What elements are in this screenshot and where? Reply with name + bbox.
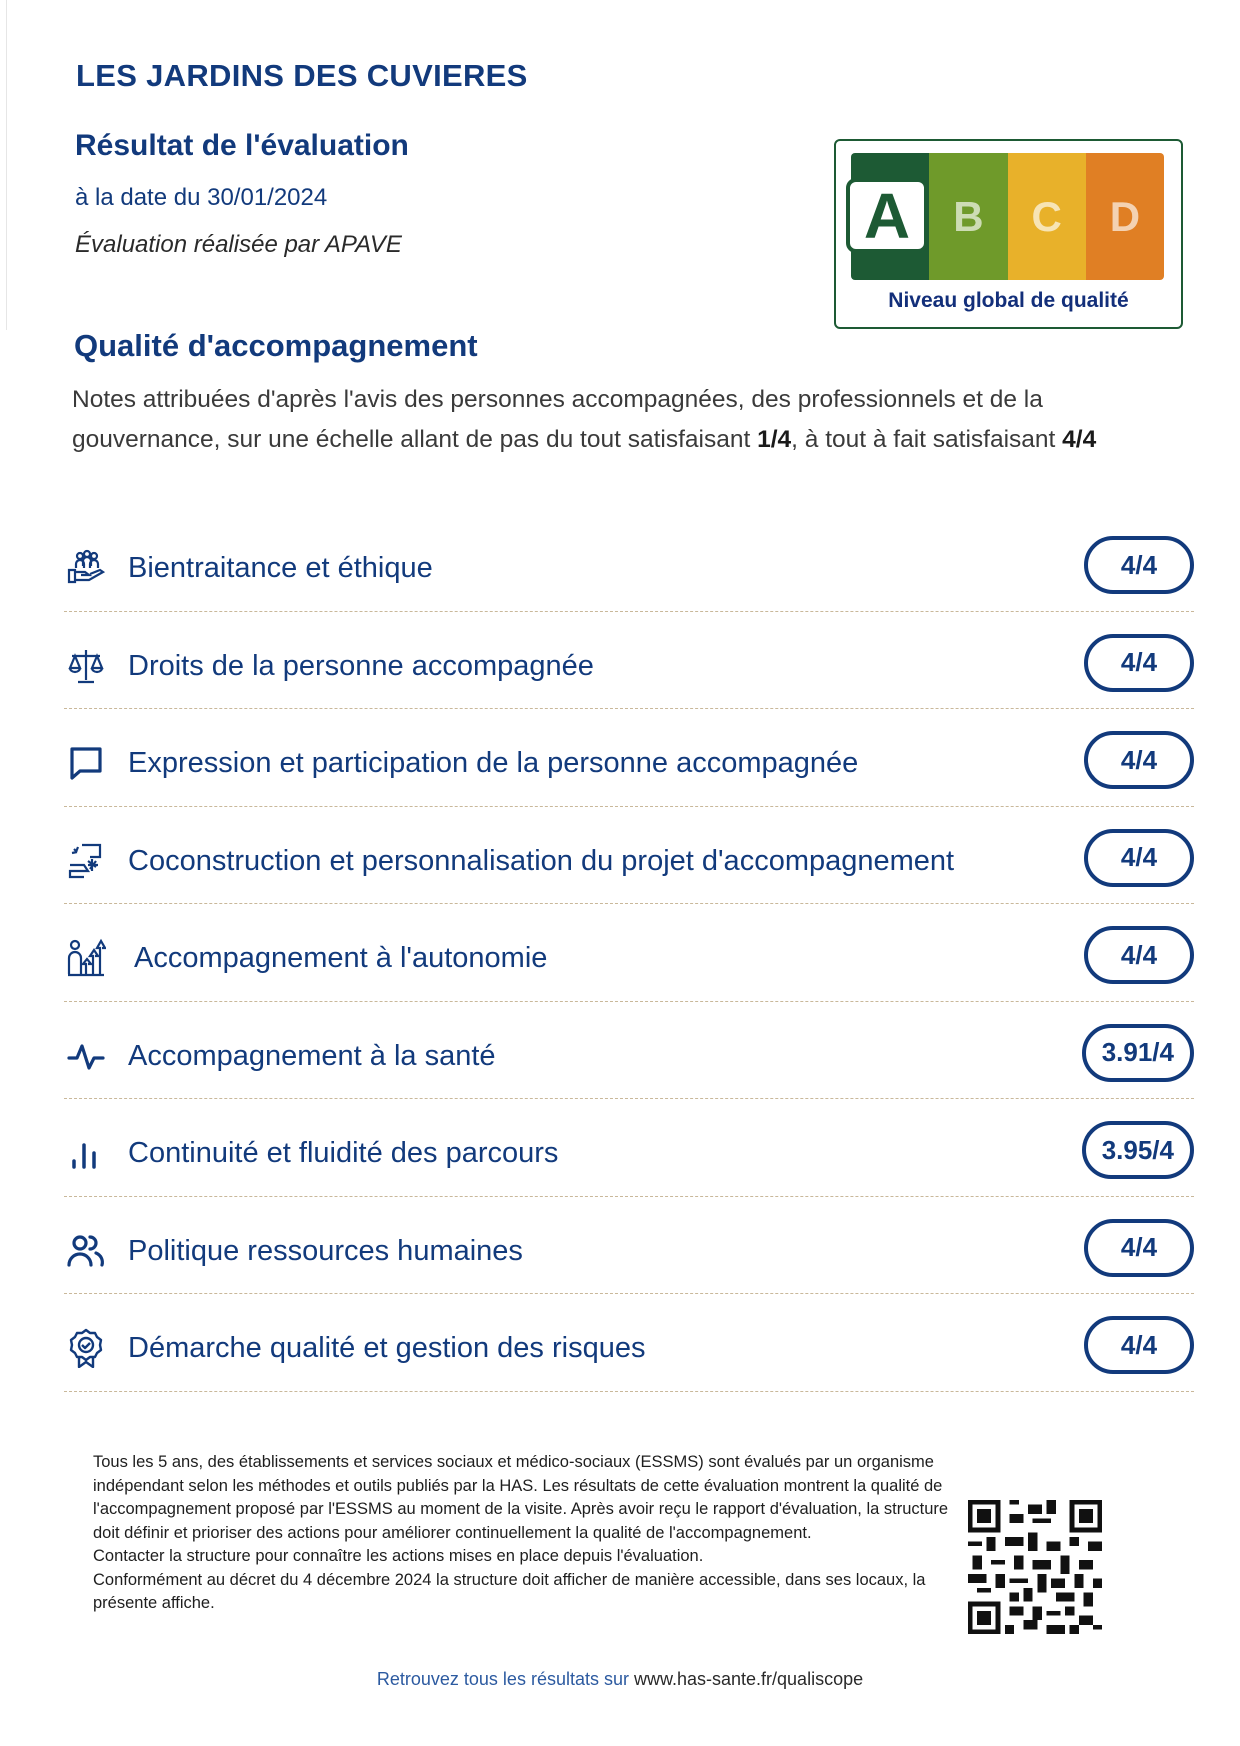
section-intro xyxy=(72,380,1182,460)
divider xyxy=(64,611,1194,612)
criterion-label: Bientraitance et éthique xyxy=(128,552,433,584)
score-badge: 4/4 xyxy=(1084,731,1194,789)
qr-code-icon[interactable] xyxy=(968,1500,1102,1634)
badge-label: Niveau global de qualité xyxy=(888,289,1129,312)
qualiscope-link[interactable]: www.has-sante.fr/qualiscope xyxy=(633,1669,864,1689)
divider xyxy=(64,1196,1194,1197)
criterion-row xyxy=(64,1018,1194,1116)
score-badge: 4/4 xyxy=(1084,536,1194,594)
divider xyxy=(64,806,1194,807)
results-link-line xyxy=(0,1669,1240,1690)
heartbeat-icon xyxy=(66,1036,106,1076)
result-title: Résultat de l'évaluation xyxy=(75,129,409,162)
criterion-label: Démarche qualité et gestion des risques xyxy=(128,1332,646,1364)
award-badge-icon xyxy=(66,1328,106,1368)
score-badge: 4/4 xyxy=(1084,1316,1194,1374)
users-icon xyxy=(66,1231,106,1271)
intro-min-score: 1/4 xyxy=(757,426,792,453)
intro-text-1: Notes attribuées d'après l'avis des personnes accompagnées, des professionnels et de la gouvernance, sur une échelle allant de pas du tout satisfaisant xyxy=(72,386,1043,453)
divider xyxy=(64,1098,1194,1099)
section-title: Qualité d'accompagnement xyxy=(74,328,478,363)
evaluation-date: à la date du 30/01/2024 xyxy=(75,184,328,211)
person-growth-icon xyxy=(66,938,106,978)
criterion-row xyxy=(64,1310,1194,1408)
footer-paragraph: Conformément au décret du 4 décembre 2024 la structure doit afficher de manière accessible, dans ses locaux, la présente affiche. xyxy=(93,1570,926,1612)
criterion-row xyxy=(64,530,1194,628)
organization-name: LES JARDINS DES CUVIERES xyxy=(76,58,528,93)
criterion-label: Accompagnement à l'autonomie xyxy=(134,942,548,974)
selected-grade: A xyxy=(846,178,928,253)
divider xyxy=(64,1001,1194,1002)
divider xyxy=(64,708,1194,709)
divider xyxy=(64,1391,1194,1392)
score-badge: 4/4 xyxy=(1084,926,1194,984)
hand-people-icon xyxy=(66,548,106,588)
criterion-row xyxy=(64,628,1194,726)
criterion-label: Expression et participation de la personne accompagnée xyxy=(128,747,859,779)
score-badge: 3.95/4 xyxy=(1082,1121,1194,1179)
score-badge: 4/4 xyxy=(1084,634,1194,692)
criterion-row xyxy=(64,823,1194,921)
divider xyxy=(64,1293,1194,1294)
grade-c-segment: C xyxy=(1008,153,1086,280)
puzzle-hands-icon xyxy=(66,841,106,881)
speech-bubble-icon xyxy=(66,743,106,783)
criterion-label: Droits de la personne accompagnée xyxy=(128,649,594,682)
criterion-row xyxy=(64,725,1194,823)
criterion-label: Accompagnement à la santé xyxy=(128,1039,496,1072)
intro-text-2: , à tout à fait satisfaisant xyxy=(791,426,1063,453)
bar-chart-icon xyxy=(66,1133,106,1173)
scales-icon xyxy=(66,646,106,686)
divider xyxy=(64,903,1194,904)
footer-paragraph: Tous les 5 ans, des établissements et services sociaux et médico-sociaux (ESSMS) sont évalués par un organisme indépendant selon les méthodes et outils publiés par la HAS. Les résultats de cette évaluation montrent la qualité de l'accompagnement proposé par l'ESSMS au moment de la visite. Après avoir reçu le rapport d'évaluation, la structure doit définir et prioriser des actions pour améliorer continuellement la qualité de l'accompagnement. xyxy=(93,1453,949,1542)
footer-paragraph: Contacter la structure pour connaître les actions mises en place depuis l'évaluation. xyxy=(93,1547,704,1565)
footer-explanation xyxy=(93,1451,973,1616)
evaluator: Évaluation réalisée par APAVE xyxy=(75,231,402,258)
intro-max-score: 4/4 xyxy=(1062,426,1097,453)
page-edge xyxy=(6,0,7,330)
criteria-list xyxy=(64,530,1194,1408)
score-badge: 4/4 xyxy=(1084,1219,1194,1277)
link-prefix: Retrouvez tous les résultats sur xyxy=(376,1669,634,1689)
grade-b-segment: B xyxy=(929,153,1007,280)
criterion-label: Continuité et fluidité des parcours xyxy=(128,1137,559,1169)
criterion-row xyxy=(64,1115,1194,1213)
score-badge: 3.91/4 xyxy=(1082,1024,1194,1082)
criterion-row xyxy=(64,1213,1194,1311)
score-badge: 4/4 xyxy=(1084,829,1194,887)
global-quality-badge xyxy=(834,139,1183,329)
criterion-label: Coconstruction et personnalisation du projet d'accompagnement xyxy=(128,844,955,877)
criterion-row xyxy=(64,920,1194,1018)
criterion-label: Politique ressources humaines xyxy=(128,1234,523,1267)
grade-d-segment: D xyxy=(1086,153,1164,280)
